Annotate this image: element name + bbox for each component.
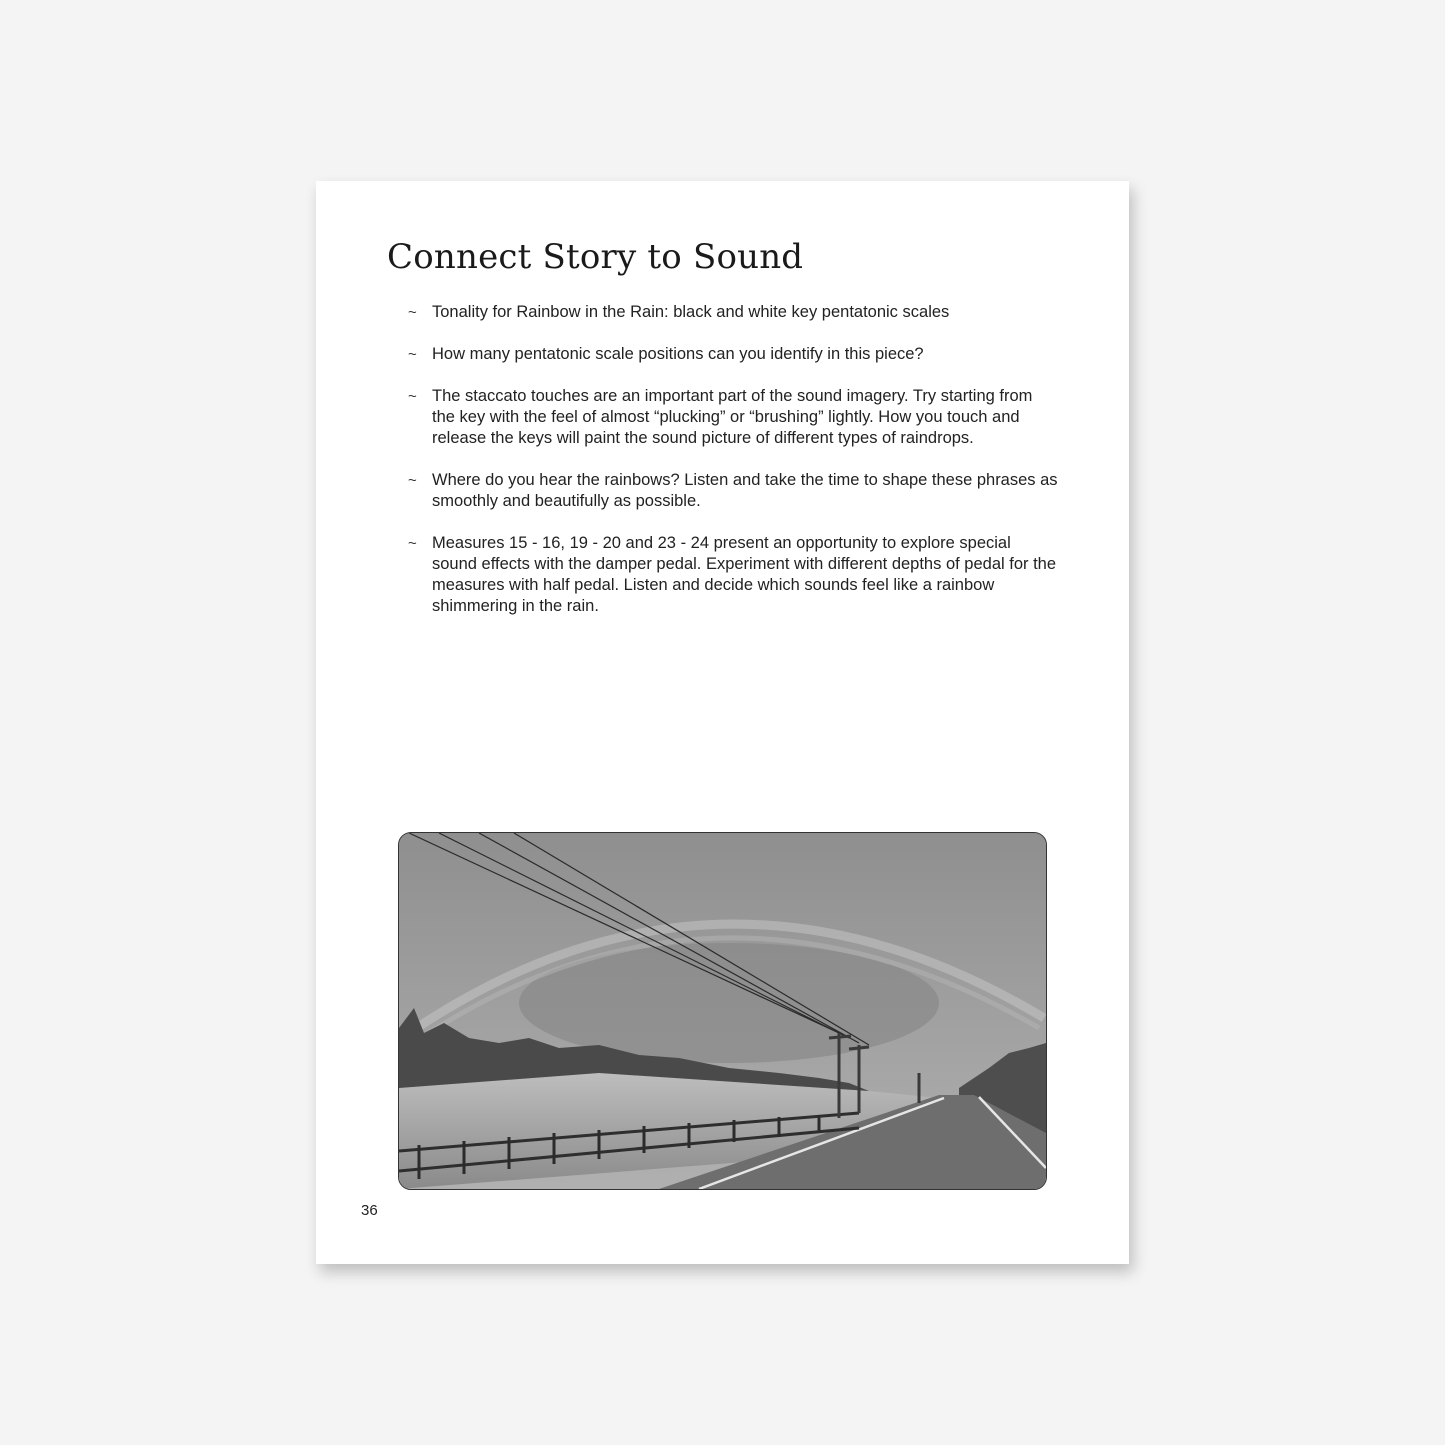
list-item <box>408 470 1058 512</box>
bullet-text: Tonality for Rainbow in the Rain: black and white key pentatonic scales <box>432 303 950 321</box>
book-page <box>316 181 1129 1264</box>
bullet-marker: ~ <box>408 388 417 405</box>
page-number: 36 <box>361 1202 378 1219</box>
bullet-marker: ~ <box>408 346 417 363</box>
bullet-text: The staccato touches are an important part of the sound imagery. Try starting from the key with the feel of almost “plucking” or “brushing” lightly. How you touch and release the keys will paint the sound picture of different types of raindrops. <box>432 387 1033 447</box>
bullet-text: Measures 15 - 16, 19 - 20 and 23 - 24 present an opportunity to explore special sound effects with the damper pedal. Experiment with different depths of pedal for the measures with half pedal. Listen and decide which sounds feel like a rainbow shimmering in the rain. <box>432 534 1057 615</box>
list-item <box>408 533 1058 617</box>
list-item <box>408 344 1058 365</box>
bullet-marker: ~ <box>408 304 417 321</box>
illustration-svg <box>399 833 1046 1189</box>
bullet-marker: ~ <box>408 472 417 489</box>
bullet-text: How many pentatonic scale positions can you identify in this piece? <box>432 345 924 363</box>
bullet-marker: ~ <box>408 535 417 552</box>
list-item <box>408 386 1058 449</box>
bullet-text: Where do you hear the rainbows? Listen and take the time to shape these phrases as smoothly and beautifully as possible. <box>432 471 1058 510</box>
bullet-list <box>408 302 1058 638</box>
page-title: Connect Story to Sound <box>387 237 804 277</box>
rainbow-road-illustration <box>398 832 1047 1190</box>
list-item <box>408 302 1058 323</box>
